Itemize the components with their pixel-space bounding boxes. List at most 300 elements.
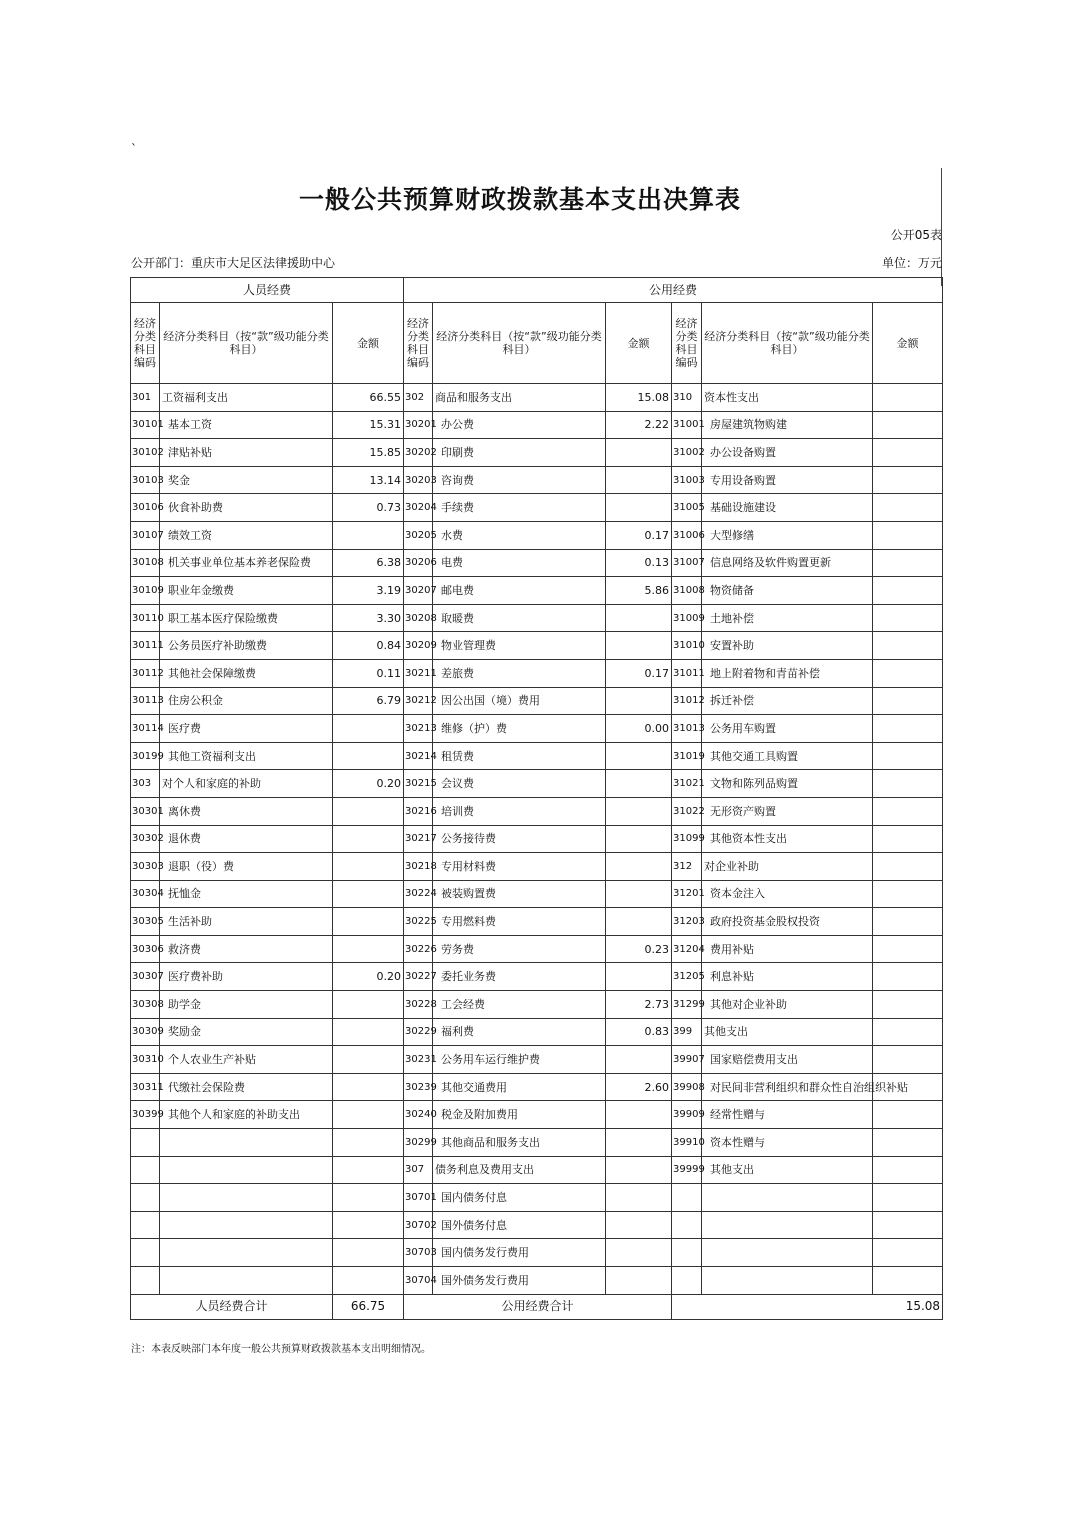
capital-code <box>672 1184 702 1212</box>
capital-amount <box>873 1046 943 1074</box>
personnel-amount <box>333 991 404 1019</box>
public-code: 30702 <box>404 1211 433 1239</box>
capital-code: 31205 <box>672 963 702 991</box>
capital-amount <box>873 1211 943 1239</box>
capital-item: 土地补偿 <box>702 604 873 632</box>
table-row <box>131 1101 943 1129</box>
header-name: 经济分类科目（按“款”级功能分类科目） <box>702 303 873 384</box>
public-amount: 2.73 <box>606 991 672 1019</box>
personnel-item <box>160 1184 333 1212</box>
public-amount: 5.86 <box>606 577 672 605</box>
table-row <box>131 577 943 605</box>
capital-item: 利息补贴 <box>702 963 873 991</box>
personnel-item: 奖励金 <box>160 1018 333 1046</box>
capital-code: 31010 <box>672 632 702 660</box>
personnel-code <box>131 1211 160 1239</box>
public-amount <box>606 908 672 936</box>
capital-item: 政府投资基金股权投资 <box>702 908 873 936</box>
personnel-item: 公务员医疗补助缴费 <box>160 632 333 660</box>
capital-code: 31201 <box>672 880 702 908</box>
public-item: 会议费 <box>433 770 606 798</box>
table-row <box>131 632 943 660</box>
public-item: 培训费 <box>433 797 606 825</box>
personnel-item: 奖金 <box>160 466 333 494</box>
public-item: 取暖费 <box>433 604 606 632</box>
group-public: 公用经费 <box>404 278 943 303</box>
public-amount <box>606 770 672 798</box>
capital-code: 31003 <box>672 466 702 494</box>
group-personnel: 人员经费 <box>131 278 404 303</box>
personnel-item <box>160 1267 333 1295</box>
public-item: 水费 <box>433 521 606 549</box>
public-amount <box>606 687 672 715</box>
personnel-amount: 66.55 <box>333 384 404 412</box>
table-row <box>131 853 943 881</box>
public-amount: 0.17 <box>606 521 672 549</box>
personnel-code: 30306 <box>131 935 160 963</box>
capital-amount <box>873 1267 943 1295</box>
capital-item: 费用补贴 <box>702 935 873 963</box>
capital-amount <box>873 825 943 853</box>
public-code: 30228 <box>404 991 433 1019</box>
table-row <box>131 1018 943 1046</box>
public-item: 国内债务发行费用 <box>433 1239 606 1267</box>
public-code: 30207 <box>404 577 433 605</box>
personnel-item: 代缴社会保险费 <box>160 1073 333 1101</box>
public-code: 30704 <box>404 1267 433 1295</box>
capital-item: 其他对企业补助 <box>702 991 873 1019</box>
personnel-item: 退休费 <box>160 825 333 853</box>
capital-item: 大型修缮 <box>702 521 873 549</box>
public-code: 30211 <box>404 659 433 687</box>
public-item: 被装购置费 <box>433 880 606 908</box>
capital-item: 无形资产购置 <box>702 797 873 825</box>
capital-amount <box>873 1184 943 1212</box>
capital-item: 资本性支出 <box>702 384 873 412</box>
personnel-amount <box>333 1267 404 1295</box>
personnel-code <box>131 1239 160 1267</box>
personnel-amount <box>333 908 404 936</box>
capital-item: 物资储备 <box>702 577 873 605</box>
table-row <box>131 825 943 853</box>
public-code: 30209 <box>404 632 433 660</box>
table-row <box>131 439 943 467</box>
personnel-code: 30107 <box>131 521 160 549</box>
personnel-amount: 6.79 <box>333 687 404 715</box>
capital-code: 39999 <box>672 1156 702 1184</box>
capital-item: 其他支出 <box>702 1156 873 1184</box>
capital-item <box>702 1239 873 1267</box>
public-code: 30213 <box>404 715 433 743</box>
personnel-amount <box>333 1239 404 1267</box>
capital-item: 资本金注入 <box>702 880 873 908</box>
table-row <box>131 742 943 770</box>
public-item: 国外债务付息 <box>433 1211 606 1239</box>
public-item: 差旅费 <box>433 659 606 687</box>
public-amount: 0.00 <box>606 715 672 743</box>
public-code: 30202 <box>404 439 433 467</box>
public-item: 债务利息及费用支出 <box>433 1156 606 1184</box>
capital-code: 31099 <box>672 825 702 853</box>
public-item: 手续费 <box>433 494 606 522</box>
personnel-code: 303 <box>131 770 160 798</box>
public-amount <box>606 853 672 881</box>
capital-amount <box>873 577 943 605</box>
stray-mark: ` <box>131 142 137 156</box>
capital-item: 其他支出 <box>702 1018 873 1046</box>
capital-item: 其他资本性支出 <box>702 825 873 853</box>
public-amount: 0.17 <box>606 659 672 687</box>
unit-label: 单位：万元 <box>881 256 942 270</box>
public-code: 30231 <box>404 1046 433 1074</box>
capital-amount <box>873 1156 943 1184</box>
public-item: 租赁费 <box>433 742 606 770</box>
capital-amount <box>873 880 943 908</box>
personnel-code: 30114 <box>131 715 160 743</box>
capital-code: 39909 <box>672 1101 702 1129</box>
public-item: 印刷费 <box>433 439 606 467</box>
table-row <box>131 770 943 798</box>
public-amount <box>606 825 672 853</box>
personnel-amount <box>333 797 404 825</box>
capital-amount <box>873 742 943 770</box>
public-amount <box>606 1184 672 1212</box>
capital-item: 文物和陈列品购置 <box>702 770 873 798</box>
personnel-amount <box>333 1101 404 1129</box>
personnel-code: 301 <box>131 384 160 412</box>
personnel-amount: 13.14 <box>333 466 404 494</box>
personnel-amount <box>333 1129 404 1157</box>
personnel-amount <box>333 1156 404 1184</box>
capital-item: 办公设备购置 <box>702 439 873 467</box>
personnel-item: 医疗费 <box>160 715 333 743</box>
personnel-code: 30303 <box>131 853 160 881</box>
personnel-item: 医疗费补助 <box>160 963 333 991</box>
personnel-amount: 0.84 <box>333 632 404 660</box>
capital-item: 公务用车购置 <box>702 715 873 743</box>
public-code: 30216 <box>404 797 433 825</box>
capital-code: 31005 <box>672 494 702 522</box>
personnel-amount: 0.11 <box>333 659 404 687</box>
public-item: 税金及附加费用 <box>433 1101 606 1129</box>
personnel-amount <box>333 742 404 770</box>
capital-amount <box>873 963 943 991</box>
public-item: 工会经费 <box>433 991 606 1019</box>
personnel-total-label: 人员经费合计 <box>131 1294 333 1319</box>
header-name: 经济分类科目（按“款”级功能分类科目） <box>433 303 606 384</box>
capital-amount <box>873 687 943 715</box>
public-total-value: 15.08 <box>672 1294 943 1319</box>
public-item: 因公出国（境）费用 <box>433 687 606 715</box>
capital-amount <box>873 1018 943 1046</box>
public-total-label: 公用经费合计 <box>404 1294 672 1319</box>
public-code: 30218 <box>404 853 433 881</box>
table-row <box>131 521 943 549</box>
public-item: 其他交通费用 <box>433 1073 606 1101</box>
public-amount <box>606 1156 672 1184</box>
capital-amount <box>873 935 943 963</box>
public-amount: 0.83 <box>606 1018 672 1046</box>
public-code: 30215 <box>404 770 433 798</box>
public-code: 30212 <box>404 687 433 715</box>
public-code: 30206 <box>404 549 433 577</box>
capital-item <box>702 1211 873 1239</box>
capital-amount <box>873 521 943 549</box>
capital-code: 31008 <box>672 577 702 605</box>
public-item: 公务接待费 <box>433 825 606 853</box>
public-code: 30701 <box>404 1184 433 1212</box>
capital-code: 312 <box>672 853 702 881</box>
capital-item: 安置补助 <box>702 632 873 660</box>
header-code: 经济分类科目编码 <box>672 303 702 384</box>
personnel-item <box>160 1211 333 1239</box>
personnel-item: 绩效工资 <box>160 521 333 549</box>
capital-amount <box>873 466 943 494</box>
personnel-amount: 0.20 <box>333 770 404 798</box>
capital-code: 31204 <box>672 935 702 963</box>
header-amount: 金额 <box>873 303 943 384</box>
personnel-item: 住房公积金 <box>160 687 333 715</box>
public-item: 委托业务费 <box>433 963 606 991</box>
public-item: 国外债务发行费用 <box>433 1267 606 1295</box>
capital-amount <box>873 384 943 412</box>
public-code: 30201 <box>404 411 433 439</box>
capital-item <box>702 1184 873 1212</box>
personnel-item: 津贴补贴 <box>160 439 333 467</box>
public-code: 30205 <box>404 521 433 549</box>
public-amount <box>606 632 672 660</box>
personnel-amount: 6.38 <box>333 549 404 577</box>
public-amount: 0.13 <box>606 549 672 577</box>
personnel-code: 30113 <box>131 687 160 715</box>
public-item: 专用材料费 <box>433 853 606 881</box>
capital-amount <box>873 632 943 660</box>
column-header-row <box>131 303 943 384</box>
capital-code: 31203 <box>672 908 702 936</box>
personnel-item: 伙食补助费 <box>160 494 333 522</box>
personnel-code: 30304 <box>131 880 160 908</box>
personnel-amount <box>333 1184 404 1212</box>
personnel-code: 30112 <box>131 659 160 687</box>
personnel-amount: 15.31 <box>333 411 404 439</box>
personnel-amount: 0.73 <box>333 494 404 522</box>
capital-code: 31009 <box>672 604 702 632</box>
personnel-amount <box>333 715 404 743</box>
personnel-item: 抚恤金 <box>160 880 333 908</box>
header-amount: 金额 <box>606 303 672 384</box>
capital-amount <box>873 1101 943 1129</box>
personnel-code: 30309 <box>131 1018 160 1046</box>
capital-amount <box>873 797 943 825</box>
capital-code: 31013 <box>672 715 702 743</box>
public-amount <box>606 494 672 522</box>
personnel-code <box>131 1156 160 1184</box>
public-code: 302 <box>404 384 433 412</box>
public-amount <box>606 1046 672 1074</box>
table-row <box>131 1211 943 1239</box>
table-row <box>131 935 943 963</box>
personnel-item: 其他社会保障缴费 <box>160 659 333 687</box>
capital-code: 310 <box>672 384 702 412</box>
personnel-code <box>131 1129 160 1157</box>
header-name: 经济分类科目（按“款”级功能分类科目） <box>160 303 333 384</box>
personnel-amount <box>333 1073 404 1101</box>
table-row <box>131 1239 943 1267</box>
public-code: 30208 <box>404 604 433 632</box>
table-row <box>131 880 943 908</box>
capital-code: 31011 <box>672 659 702 687</box>
capital-item: 拆迁补偿 <box>702 687 873 715</box>
capital-item: 专用设备购置 <box>702 466 873 494</box>
public-item: 维修（护）费 <box>433 715 606 743</box>
public-code: 30240 <box>404 1101 433 1129</box>
public-item: 福利费 <box>433 1018 606 1046</box>
table-row <box>131 549 943 577</box>
public-item: 咨询费 <box>433 466 606 494</box>
table-row <box>131 1156 943 1184</box>
personnel-code: 30305 <box>131 908 160 936</box>
table-row <box>131 797 943 825</box>
table-row <box>131 1184 943 1212</box>
capital-amount <box>873 1239 943 1267</box>
public-amount <box>606 1239 672 1267</box>
capital-code: 31006 <box>672 521 702 549</box>
personnel-amount <box>333 1211 404 1239</box>
personnel-code: 30310 <box>131 1046 160 1074</box>
public-item: 其他商品和服务支出 <box>433 1129 606 1157</box>
personnel-item <box>160 1129 333 1157</box>
public-amount <box>606 604 672 632</box>
table-row <box>131 384 943 412</box>
capital-code <box>672 1239 702 1267</box>
table-row <box>131 908 943 936</box>
personnel-code: 30399 <box>131 1101 160 1129</box>
public-amount <box>606 1211 672 1239</box>
public-code: 30225 <box>404 908 433 936</box>
form-number: 公开05表 <box>890 228 942 242</box>
capital-code: 31007 <box>672 549 702 577</box>
personnel-amount <box>333 1018 404 1046</box>
personnel-code: 30111 <box>131 632 160 660</box>
capital-item: 地上附着物和青苗补偿 <box>702 659 873 687</box>
personnel-item: 对个人和家庭的补助 <box>160 770 333 798</box>
personnel-item: 退职（役）费 <box>160 853 333 881</box>
header-amount: 金额 <box>333 303 404 384</box>
capital-amount <box>873 770 943 798</box>
table-row <box>131 659 943 687</box>
public-amount <box>606 466 672 494</box>
public-item: 办公费 <box>433 411 606 439</box>
table-row <box>131 466 943 494</box>
personnel-item: 离休费 <box>160 797 333 825</box>
table-row <box>131 411 943 439</box>
public-code: 30203 <box>404 466 433 494</box>
capital-item: 经常性赠与 <box>702 1101 873 1129</box>
personnel-item: 生活补助 <box>160 908 333 936</box>
personnel-item: 职业年金缴费 <box>160 577 333 605</box>
department-label: 公开部门：重庆市大足区法律援助中心 <box>131 256 336 270</box>
table-row <box>131 1046 943 1074</box>
personnel-item: 工资福利支出 <box>160 384 333 412</box>
capital-item: 信息网络及软件购置更新 <box>702 549 873 577</box>
personnel-item: 救济费 <box>160 935 333 963</box>
public-amount <box>606 1129 672 1157</box>
public-amount <box>606 797 672 825</box>
capital-amount <box>873 439 943 467</box>
personnel-amount <box>333 935 404 963</box>
capital-item: 房屋建筑物购建 <box>702 411 873 439</box>
table-row <box>131 604 943 632</box>
capital-code: 399 <box>672 1018 702 1046</box>
personnel-code: 30108 <box>131 549 160 577</box>
personnel-code: 30301 <box>131 797 160 825</box>
personnel-code: 30103 <box>131 466 160 494</box>
public-amount: 2.60 <box>606 1073 672 1101</box>
personnel-code: 30102 <box>131 439 160 467</box>
table-row <box>131 991 943 1019</box>
public-amount <box>606 439 672 467</box>
footnote: 注：本表反映部门本年度一般公共预算财政拨款基本支出明细情况。 <box>131 1344 431 1355</box>
public-item: 公务用车运行维护费 <box>433 1046 606 1074</box>
capital-item: 资本性赠与 <box>702 1129 873 1157</box>
capital-item: 其他交通工具购置 <box>702 742 873 770</box>
public-code: 30227 <box>404 963 433 991</box>
capital-amount <box>873 549 943 577</box>
personnel-item: 其他工资福利支出 <box>160 742 333 770</box>
capital-item: 对企业补助 <box>702 853 873 881</box>
personnel-code: 30109 <box>131 577 160 605</box>
capital-code: 31012 <box>672 687 702 715</box>
personnel-amount <box>333 521 404 549</box>
page-title: 一般公共预算财政拨款基本支出决算表 <box>298 185 741 214</box>
personnel-total-value: 66.75 <box>333 1294 404 1319</box>
table-row <box>131 715 943 743</box>
public-item: 邮电费 <box>433 577 606 605</box>
public-code: 30299 <box>404 1129 433 1157</box>
public-code: 30703 <box>404 1239 433 1267</box>
public-amount <box>606 1267 672 1295</box>
public-item: 劳务费 <box>433 935 606 963</box>
capital-code <box>672 1267 702 1295</box>
header-code: 经济分类科目编码 <box>131 303 160 384</box>
personnel-item: 职工基本医疗保险缴费 <box>160 604 333 632</box>
capital-code: 31001 <box>672 411 702 439</box>
personnel-item: 机关事业单位基本养老保险费 <box>160 549 333 577</box>
personnel-code: 30101 <box>131 411 160 439</box>
totals-row <box>131 1294 943 1319</box>
public-item: 国内债务付息 <box>433 1184 606 1212</box>
table-row <box>131 963 943 991</box>
personnel-item: 基本工资 <box>160 411 333 439</box>
personnel-item: 其他个人和家庭的补助支出 <box>160 1101 333 1129</box>
capital-amount <box>873 853 943 881</box>
public-amount <box>606 742 672 770</box>
capital-code: 31022 <box>672 797 702 825</box>
personnel-code: 30302 <box>131 825 160 853</box>
capital-code: 31002 <box>672 439 702 467</box>
capital-item <box>702 1267 873 1295</box>
public-code: 30224 <box>404 880 433 908</box>
expenditure-table <box>130 277 943 1320</box>
capital-amount <box>873 908 943 936</box>
public-item: 专用燃料费 <box>433 908 606 936</box>
capital-item: 基础设施建设 <box>702 494 873 522</box>
header-code: 经济分类科目编码 <box>404 303 433 384</box>
public-code: 30214 <box>404 742 433 770</box>
public-amount <box>606 963 672 991</box>
public-item: 商品和服务支出 <box>433 384 606 412</box>
personnel-code <box>131 1184 160 1212</box>
